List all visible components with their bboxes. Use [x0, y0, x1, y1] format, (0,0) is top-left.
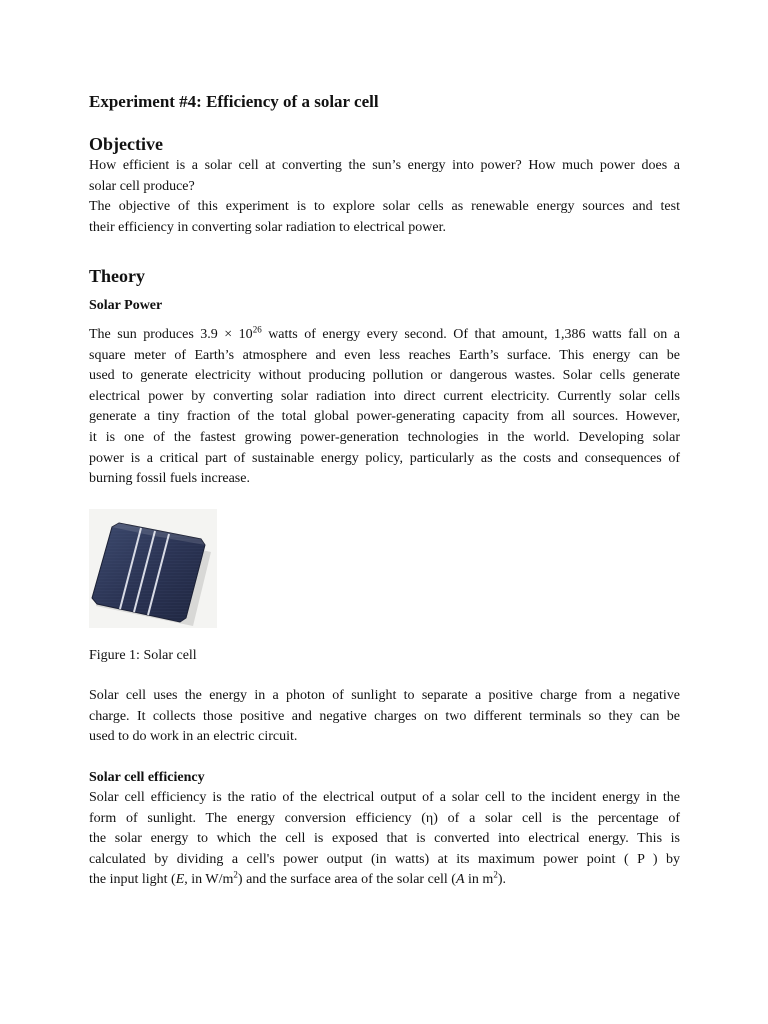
- text-line: solar cell produce?: [89, 178, 195, 194]
- text-line: burning fossil fuels increase.: [89, 471, 250, 487]
- solar-cell-image: [89, 509, 217, 628]
- text-fragment: ).: [497, 872, 506, 888]
- figure-caption: Figure 1: Solar cell: [89, 648, 197, 663]
- variable-a: A: [455, 872, 465, 888]
- text-fragment: ) and the surface area of the solar cell (: [237, 872, 456, 888]
- objective-statement-paragraph: [89, 197, 680, 238]
- solar-cell-photo-illustration: [89, 509, 217, 628]
- text-line: it is one of the fastest growing power-generation technologies in the world. Developing solar: [89, 429, 680, 445]
- text-fragment: the input light (: [89, 872, 176, 888]
- text-line: charge. It collects those positive and negative charges on two different terminals so they can be: [89, 708, 680, 724]
- text-line: [89, 870, 680, 891]
- exponent: 2: [493, 869, 498, 880]
- theory-heading: Theory: [89, 266, 145, 286]
- text-line: square meter of Earth’s atmosphere and even less reaches Earth’s surface. This energy can be: [89, 347, 680, 363]
- efficiency-paragraph: [89, 788, 680, 891]
- variable-e: E: [175, 872, 185, 888]
- text-line: How efficient is a solar cell at converting the sun’s energy into power? How much power does a: [89, 158, 680, 173]
- text-line: calculated by dividing a cell's power output (in watts) at its maximum power point ( P ) by: [89, 851, 680, 867]
- text-line: used to do work in an electric circuit.: [89, 729, 298, 745]
- text-line: Solar cell uses the energy in a photon of sunlight to separate a positive charge from a negative: [89, 688, 680, 703]
- sun-exponent: 26: [252, 324, 262, 335]
- exponent: 2: [233, 869, 238, 880]
- solar-power-paragraph: [89, 325, 680, 490]
- text-line: The objective of this experiment is to explore solar cells as renewable energy sources and test: [89, 199, 680, 214]
- objective-heading: Objective: [89, 134, 163, 154]
- text-line: Solar cell efficiency is the ratio of the electrical output of a solar cell to the incident energy in the: [89, 790, 680, 805]
- text-fragment: , in W/m: [184, 872, 234, 888]
- text-line: generate a tiny fraction of the total global power-generating capacity from all sources. However,: [89, 409, 680, 425]
- sun-line-prefix: The sun produces 3.9 × 10: [89, 327, 253, 342]
- text-line: power is a critical part of sustainable energy policy, particularly as the costs and consequences of: [89, 450, 680, 466]
- document-title: Experiment #4: Efficiency of a solar cell: [89, 92, 379, 111]
- photon-paragraph: [89, 686, 680, 748]
- solar-power-subheading: Solar Power: [89, 298, 163, 313]
- text-line: used to generate electricity without producing pollution or dangerous wastes. Solar cells generate: [89, 368, 680, 384]
- text-fragment: in m: [464, 872, 494, 888]
- sun-line-suffix: watts of energy every second. Of that amount, 1,386 watts fall on a: [261, 327, 680, 342]
- text-line: [89, 325, 680, 346]
- objective-question-paragraph: [89, 156, 680, 197]
- efficiency-subheading: Solar cell efficiency: [89, 770, 205, 785]
- text-line: form of sunlight. The energy conversion efficiency (η) of a solar cell is the percentage of: [89, 810, 680, 826]
- text-line: their efficiency in converting solar radiation to electrical power.: [89, 219, 446, 235]
- text-line: electrical power by converting solar radiation into direct current electricity. Currently solar cells: [89, 388, 680, 404]
- text-line: the solar energy to which the cell is exposed that is converted into electrical energy. This is: [89, 831, 680, 847]
